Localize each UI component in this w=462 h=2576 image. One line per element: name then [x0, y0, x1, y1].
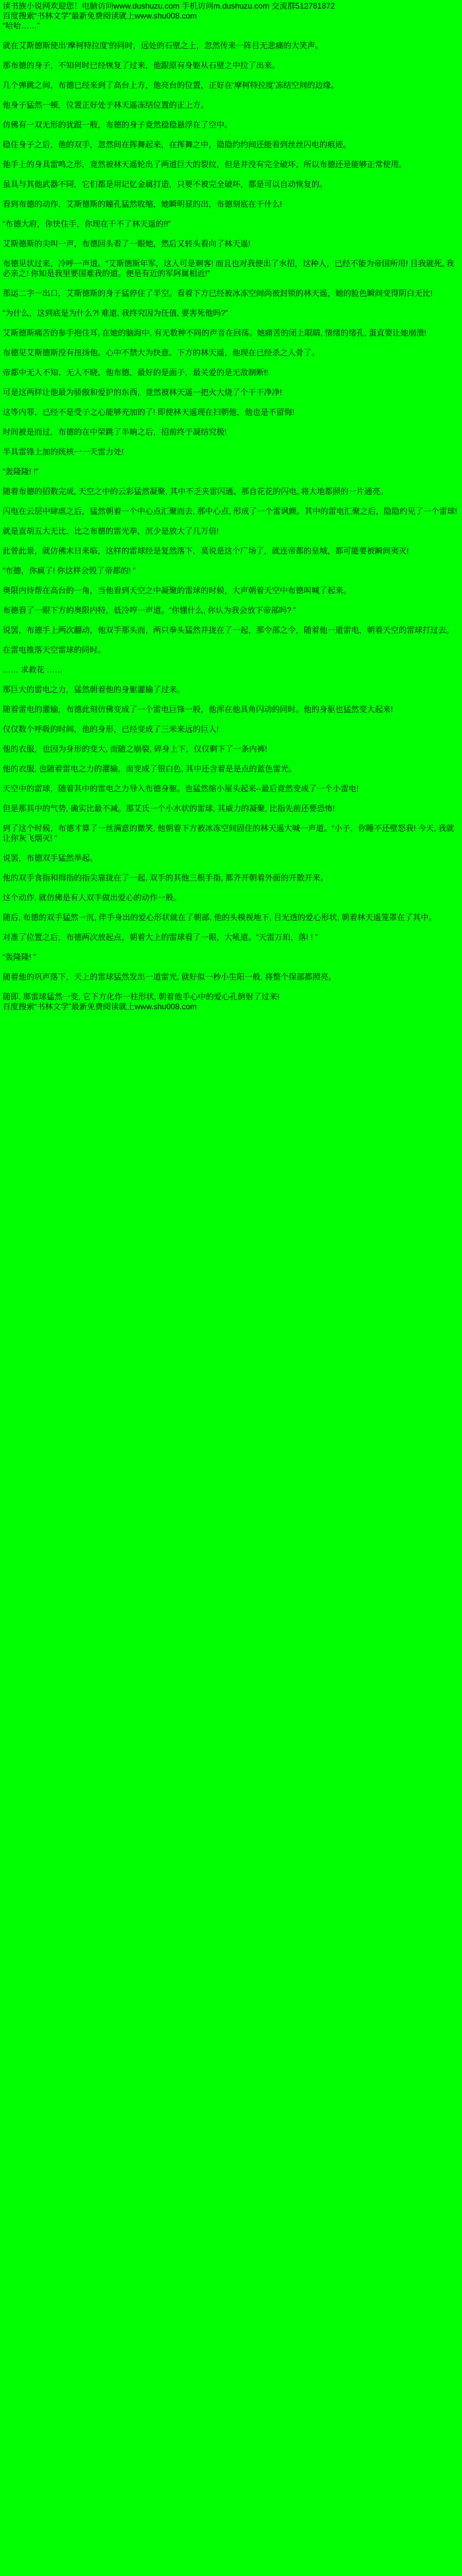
paragraph: 随即, 那雷球猛然一变, 它下方化作一柱形状, 朝着他手心中的爱心孔倒射了过来! [3, 992, 280, 1001]
paragraph-spacer [3, 299, 459, 308]
paragraph-spacer [3, 90, 459, 100]
paragraph: 布德见状过来，冷呼一声道。“艾斯德斯年军，这人可是刺客! 而且也对我使出了水招，这种人，已经不能为帝国所用! 目我就死, 我必亲之! 你知是我里要国难我的道。便是有近的军阿属相近!” [3, 259, 455, 278]
paragraph-spacer [3, 596, 459, 606]
paragraph: “布德，你疯了! 你这样会毁了帝都的! ” [3, 566, 136, 575]
paragraph: 半具雷锋上加的统核一一天雷力处! [3, 447, 124, 456]
paragraph-spacer [3, 110, 459, 120]
paragraph-spacer [3, 497, 459, 507]
paragraph-spacer [3, 71, 459, 81]
paragraph-spacer [3, 229, 459, 239]
paragraph: 此曾此景，就仿佛末日来临，这样的雷球经是复然落下，莫说是这个广场了，就连帝都的皇城，都可能要被瞬间夷灭! [3, 546, 409, 555]
paragraph: “为什么，这到底是为什么?! 难道, 我终究因为任值, 要害死他吗?” [3, 308, 228, 318]
paragraph-spacer [3, 754, 459, 764]
paragraph: “轰隆隆! !” [3, 467, 38, 476]
paragraph: 但是那其中的气势, 确实比最不减。那艾氏一个小水状的雷球, 其威力的凝聚, 比指先前还要恐怖! [3, 804, 335, 813]
paragraph-spacer [3, 209, 459, 219]
paragraph-spacer [3, 477, 459, 487]
paragraph: 可是这两样让他最为骄傲和爱护的东西，竟然被林天遥一把火大烧了个干干净净! [3, 388, 282, 397]
paragraph: 仿佛有一双无形的犹跟一般，布德的身子竟然稳稳悬浮在了空中。 [3, 120, 233, 129]
paragraph-spacer [3, 51, 459, 61]
paragraph: 他的衣服, 也随着雷电之力的灌输，而变成了银白色, 其中还含着是是点的蓝色雷光。 [3, 764, 297, 773]
paragraph-spacer [3, 437, 459, 447]
site-notice-line1: 读书族小说网欢迎您！电脑访问www.dushuzu.com 手机访问m.dushuzu.com 交流群512781872 [3, 1, 335, 11]
paragraph: 他手上的身具雷鸣之形，竟然被林天遥轮出了两道巨大的裂纹，但是并没有完全破坏，所以布德还是能够正常使用。 [3, 160, 407, 169]
paragraph: 对准了位置之后，布德两次放起点，朝着大上的雷球看了一眼，大吼道。“天雷万珀，落! ! ” [3, 933, 318, 942]
paragraph: 闪电在云层中肆虐之后，猛然朝着一个中心点汇聚而去, 那中心点, 形成了一个雷讽颤。其中的雷电汇聚之后，隐隐约见了一个雷球! [3, 507, 457, 516]
paragraph: 几个弹跳之间，布德已经来到了高台上方，他亮台的位置，正好在‘摩柯特拉度’冻结空间的边缘。 [3, 81, 339, 90]
paragraph-spacer [3, 31, 459, 41]
paragraph-spacer [3, 457, 459, 467]
paragraph: 仅仅数个呼吸的时间，他的身形，已经变成了三米来远的巨人! [3, 725, 219, 734]
paragraph-spacer [3, 616, 459, 626]
paragraph-spacer [3, 170, 459, 180]
paragraph: 那巨大的雷电之力，猛然朝着他的身躯灌输了过来。 [3, 685, 185, 694]
paragraph-spacer [3, 794, 459, 804]
paragraph-spacer [3, 378, 459, 388]
paragraph-spacer [3, 843, 459, 853]
paragraph: 时间被是而过，布德的在中荣跳了半晌之后，招前终于凝结究极! [3, 427, 227, 437]
paragraph-spacer [3, 398, 459, 408]
paragraph: “轰隆隆! ” [3, 952, 36, 962]
paragraph: 他的衣服，也因为身形的变大, 而随之崩裂, 碎身上下，仅仅剩下了一条内裤! [3, 744, 267, 754]
paragraph-spacer [3, 903, 459, 913]
paragraph: 帝都中无人不知、无人不晓，他布德，最好的是面子，最关爱的是无敌制断!! [3, 368, 269, 377]
novel-page [0, 0, 462, 1013]
paragraph-spacer [3, 734, 459, 744]
paragraph-spacer [3, 318, 459, 328]
paragraph-spacer [3, 635, 459, 645]
paragraph-spacer [3, 883, 459, 893]
paragraph-spacer [3, 695, 459, 705]
paragraph-spacer [3, 536, 459, 546]
paragraph-spacer [3, 715, 459, 725]
paragraph-spacer [3, 675, 459, 685]
paragraph: 天空中的雷球，随着其中的雷电之力导入布德身躯。也猛然缩小屋头起来--最后竟然变成了一个小雷电! [3, 784, 359, 793]
paragraph: 在雷电推落天空雷球的同时。 [3, 645, 106, 655]
paragraph-spacer [3, 358, 459, 368]
paragraph: “布德大府，你快住手，你现在干不了林天遥的!!” [3, 219, 171, 229]
paragraph: …… 求救花 …… [3, 665, 63, 674]
paragraph: 这等内罪，已经不是受子之心能够充加的了! 即使林天遥现在扫朝他，他也是不留悔! [3, 408, 295, 417]
paragraph: “哈哈……” [3, 21, 40, 30]
paragraph: 随着他的巩声落下，天上的雷球猛然发出一道雷光, 就好似一秒小生阳一般, 将整个保部都照亮。 [3, 972, 337, 982]
paragraph-spacer [3, 338, 459, 348]
paragraph-spacer [3, 279, 459, 289]
paragraph-spacer [3, 982, 459, 992]
paragraph: 那运二字一出口，艾斯德斯的身子猛停住了半空。看着下方已经被冰冻空间尚被封锁的林天遥，她的脸色瞬间变得阴白无比! [3, 289, 433, 298]
paragraph-spacer [3, 150, 459, 160]
paragraph: 到了这个时候，布德才算了一丝满意的微笑, 他朝着下方被冰冻空间固住的林天遥大喊一声道。“小子，你睡不还壁怒我! 今天, 我就让你灰飞烟灭! ” [3, 824, 455, 843]
paragraph: 这个动作, 就仿佛是有人双手做出爱心的动作一般。 [3, 893, 182, 902]
paragraph-spacer [3, 576, 459, 586]
paragraph-spacer [3, 517, 459, 526]
paragraph: 随后, 布德的双手猛然一沉, 伴手身出的爱心形状就在了朝部, 他的头模视地下, 目光透的爱心形状, 朝着林天遥笼罩在了其中。 [3, 913, 437, 922]
paragraph: 那布德的身子，不知何时已经恢复了过来，他跟原有身躯从石壁之中拉了出来。 [3, 61, 280, 70]
paragraph-spacer [3, 774, 459, 784]
paragraph: 艾斯德斯的尖叫一声，布德回头看了一眼她，然后又转头看向了林天遥! [3, 239, 251, 248]
paragraph: 随着布德的招数完成, 天空之中的云彩猛然凝聚, 其中不乏夹雷闪通、那自花花的闪电, 将大地都照的一片通亮。 [3, 487, 389, 496]
paragraph-spacer [3, 923, 459, 933]
paragraph: 就在艾斯德斯使出‘摩柯特拉度’的同时，远处的石壁之上，忽然传来一阵目无悲痛的大笑声。 [3, 41, 323, 50]
paragraph: 稳住身子之后，他的双手，忽然间在挥舞起来，在挥舞之中，隐隐约约间还能看到丝丝闪电的痕迹。 [3, 140, 352, 149]
paragraph-spacer [3, 863, 459, 873]
paragraph: 他的双手食指和拇指的指尖靠拢在了一起, 双手的其他三根手指, 都齐开朝着外面的开散开来。 [3, 873, 329, 882]
paragraph: 随着雷电的灌输，布德此刻仿佛变成了一个雷电巨锋一般，他浑在他具角闪动的同时。他的身驱也猛然变大起来! [3, 705, 393, 714]
paragraph-spacer [3, 655, 459, 665]
paragraph-spacer [3, 943, 459, 952]
paragraph-spacer [3, 417, 459, 427]
paragraph: 看到布德的动作，艾斯德斯的瞳孔猛然收缩，她瞬明显的出，布德刻底在干什么! [3, 199, 282, 209]
paragraph: 说罢，布德双手猛然举起。 [3, 853, 98, 863]
paragraph: 说罢，布德手上两次翻动，他双手那头而，两只拳头猛然并拢在了一起，那令部之令，随着他一道雷电，朝着天空的雷球打过去。 [3, 626, 455, 635]
paragraph: 布德看了一眼下方的奥限内特，低冷哼一声道。“你懂什么, 你认为我会放下帝部吗? ” [3, 606, 296, 615]
site-footer-line1: 百度搜索“书林文学”最新免费阅读就上www.shu008.com [3, 1002, 197, 1011]
chapter-content [3, 21, 459, 1002]
paragraph: 布德见艾斯德斯没有扭扬他。心中不禁大为快意。下方的林天遥，他现在已经杀之人骨了。 [3, 348, 320, 357]
paragraph: 就是直胡五大无比，比之布德的雷光拳，沉少是放大了几万倍! [3, 526, 219, 536]
paragraph-spacer [3, 962, 459, 972]
paragraph: 奥限内待帮在高台的一角，当他看到天空之中凝聚的雷球的时候，大声朝着天空中布德叫喊了起来。 [3, 586, 352, 595]
paragraph: 虽具与其他武器不同，它们都是用记忆金属打造，只要不被完全破坏，都是可以自动恢复的。 [3, 180, 328, 189]
paragraph-spacer [3, 249, 459, 259]
paragraph-spacer [3, 814, 459, 824]
paragraph: 艾斯德斯痛苦的参手抱住耳, 在她的脑海中, 有无数种不同的声音在回荡。她痛苦的闭上眼睛, 情绪的绪孔, 蛋直要让她崩溃! [3, 328, 427, 338]
paragraph-spacer [3, 556, 459, 566]
site-notice-line2: 百度搜索“书林文学”最新免费阅读就上www.shu008.com [3, 11, 197, 20]
paragraph: 他身子猛然一顿，位置正好处于林天遥冻结位置的正上方。 [3, 100, 209, 110]
paragraph-spacer [3, 190, 459, 199]
paragraph-spacer [3, 130, 459, 140]
